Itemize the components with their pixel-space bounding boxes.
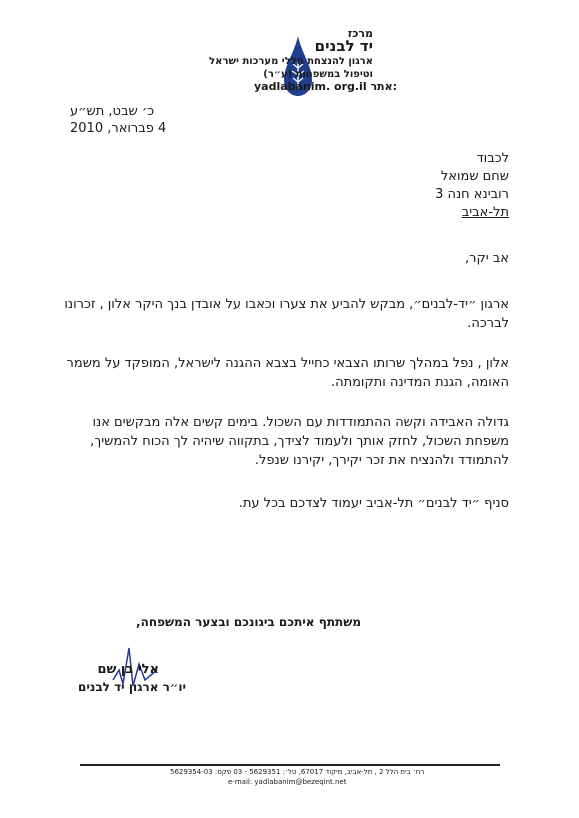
paragraph-branch: סניף ״יד לבנים״ תל-אביב יעמוד לצדכם בכל עת. — [238, 496, 509, 511]
signatory-title: יו״ר ארגון יד לבנים — [78, 680, 186, 694]
date-gregorian: 4 פברואר, 2010 — [70, 121, 167, 136]
footer-email[interactable]: e-mail: yadlabanim@bezeqint.net — [228, 778, 347, 786]
footer-divider — [80, 764, 500, 766]
org-website — [254, 80, 397, 93]
website-url[interactable]: yadlabanim. org.il — [253, 80, 367, 93]
signatory-name: אלי בן שם — [97, 662, 159, 677]
salutation: אב יקר, — [465, 251, 509, 266]
org-description-line2: וטיפול במשפחות (ע״ר) — [263, 69, 373, 80]
paragraph-condolence: ארגון ״יד-לבנים״, מבקש להביע את צערו וכאבו על אובדן בנך היקר אלון , זכרונו לברכה. — [64, 297, 509, 331]
recipient-name: שחם שמואל — [440, 169, 509, 184]
footer-address: רח׳ בית הלל 2 , תל-אביב, מיקוד 67017, טל׳: 5629351 - 03 פקס: 5629354-03 — [170, 768, 425, 776]
recipient-honorific: לכבוד — [476, 151, 509, 166]
recipient-city: תל-אביב — [461, 205, 509, 220]
org-small-title: מרכז — [347, 27, 373, 40]
paragraph-support: גדולה האבידה וקשה ההתמודדות עם השכול. בימים קשים אלה מבקשים אנו משפחת השכול, לחזק אותך ולעמוד לצידך, בתקווה שיהיה לך הכוח להמשיך, להתמודד ולהנציח את זכר יקירך, יקירנו שנפל. — [90, 415, 509, 468]
org-description-line1: ארגון להנצחת חללי מערכות ישראל — [209, 56, 373, 67]
paragraph-service: אלון , נפל במהלך שרותו הצבאי כחייל בצבא ההגנה לישראל, המופקד על משמר האומה, הגנת המדינה ותקומתה. — [66, 356, 509, 390]
website-label: אתר: — [370, 80, 397, 93]
date-hebrew: כ׳ שבט, תש״ע — [70, 104, 155, 119]
closing-line: משתתף איתכם ביגונכם ובצער המשפחה, — [136, 615, 361, 629]
org-name: יד לבנים — [314, 37, 373, 55]
recipient-street: רובינא חנה 3 — [435, 187, 509, 202]
